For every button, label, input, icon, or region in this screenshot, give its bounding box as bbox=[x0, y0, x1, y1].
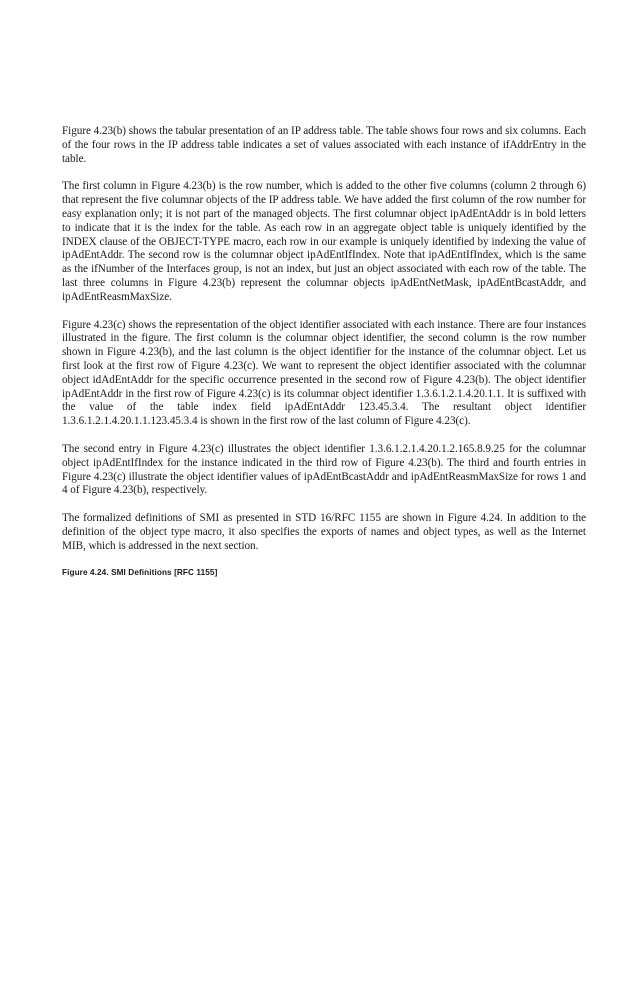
paragraph-first-column: The first column in Figure 4.23(b) is the row number, which is added to the other five columns (column 2 through 6) that represent the five columnar objects of the IP address table. We have added the first column of the row number for easy explanation only; it is not part of the managed objects. The first columnar object ipAdEntAddr is in bold letters to indicate that it is the index for the table. As each row in an aggregate object table is uniquely identified by the INDEX clause of the OBJECT-TYPE macro, each row in our example is uniquely identified by indexing the value of ipAdEntAddr. The second row is the columnar object ipAdEntIfIndex. Note that ipAdEntIfIndex, which is the same as the ifNumber of the Interfaces group, is not an index, but just an object associated with each row of the table. The last three columns in Figure 4.23(b) represent the columnar objects ipAdEntNetMask, ipAdEntBcastAddr, and ipAdEntReasmMaxSize. bbox=[62, 180, 586, 303]
figure-caption: Figure 4.24. SMI Definitions [RFC 1155] bbox=[62, 567, 218, 577]
paragraph-ip-address-table: Figure 4.23(b) shows the tabular presentation of an IP address table. The table shows four rows and six columns. Each of the four rows in the IP address table indicates a set of values associated with each instance of ifAddrEntry in the table. bbox=[62, 125, 586, 165]
paragraph-second-entry: The second entry in Figure 4.23(c) illustrates the object identifier 1.3.6.1.2.1.4.20.1.2.165.8.9.25 for the columnar object ipAdEntIfIndex for the instance indicated in the third row of Figure 4.23(b). The third and fourth entries in Figure 4.23(c) illustrate the object identifier values of ipAdEntBcastAddr and ipAdEntReasmMaxSize for rows 1 and 4 of Figure 4.23(b), respectively. bbox=[62, 442, 586, 497]
paragraph-object-identifier: Figure 4.23(c) shows the representation of the object identifier associated with each instance. There are four instances illustrated in the figure. The first column is the columnar object identifier, the second column is the row number shown in Figure 4.23(b), and the last column is the object identifier for the instance of the columnar object. Let us first look at the first row of Figure 4.23(c). We want to represent the object identifier associated with the columnar object idAdEntAddr for the specific occurrence presented in the second row of Figure 4.23(b). The object identifier ipAdEntAddr in the first row of Figure 4.23(c) is its columnar object identifier 1.3.6.1.2.1.4.20.1.1. It is suffixed with the value of the table index field ipAdEntAddr 123.45.3.4. The resultant object identifier 1.3.6.1.2.1.4.20.1.1.123.45.3.4 is shown in the first row of the last column of Figure 4.23(c). bbox=[62, 318, 586, 428]
paragraph-smi-definitions: The formalized definitions of SMI as presented in STD 16/RFC 1155 are shown in Figure 4.24. In addition to the definition of the object type macro, it also specifies the exports of names and object types, as well as the Internet MIB, which is addressed in the next section. bbox=[62, 512, 586, 552]
body-text bbox=[62, 125, 586, 577]
